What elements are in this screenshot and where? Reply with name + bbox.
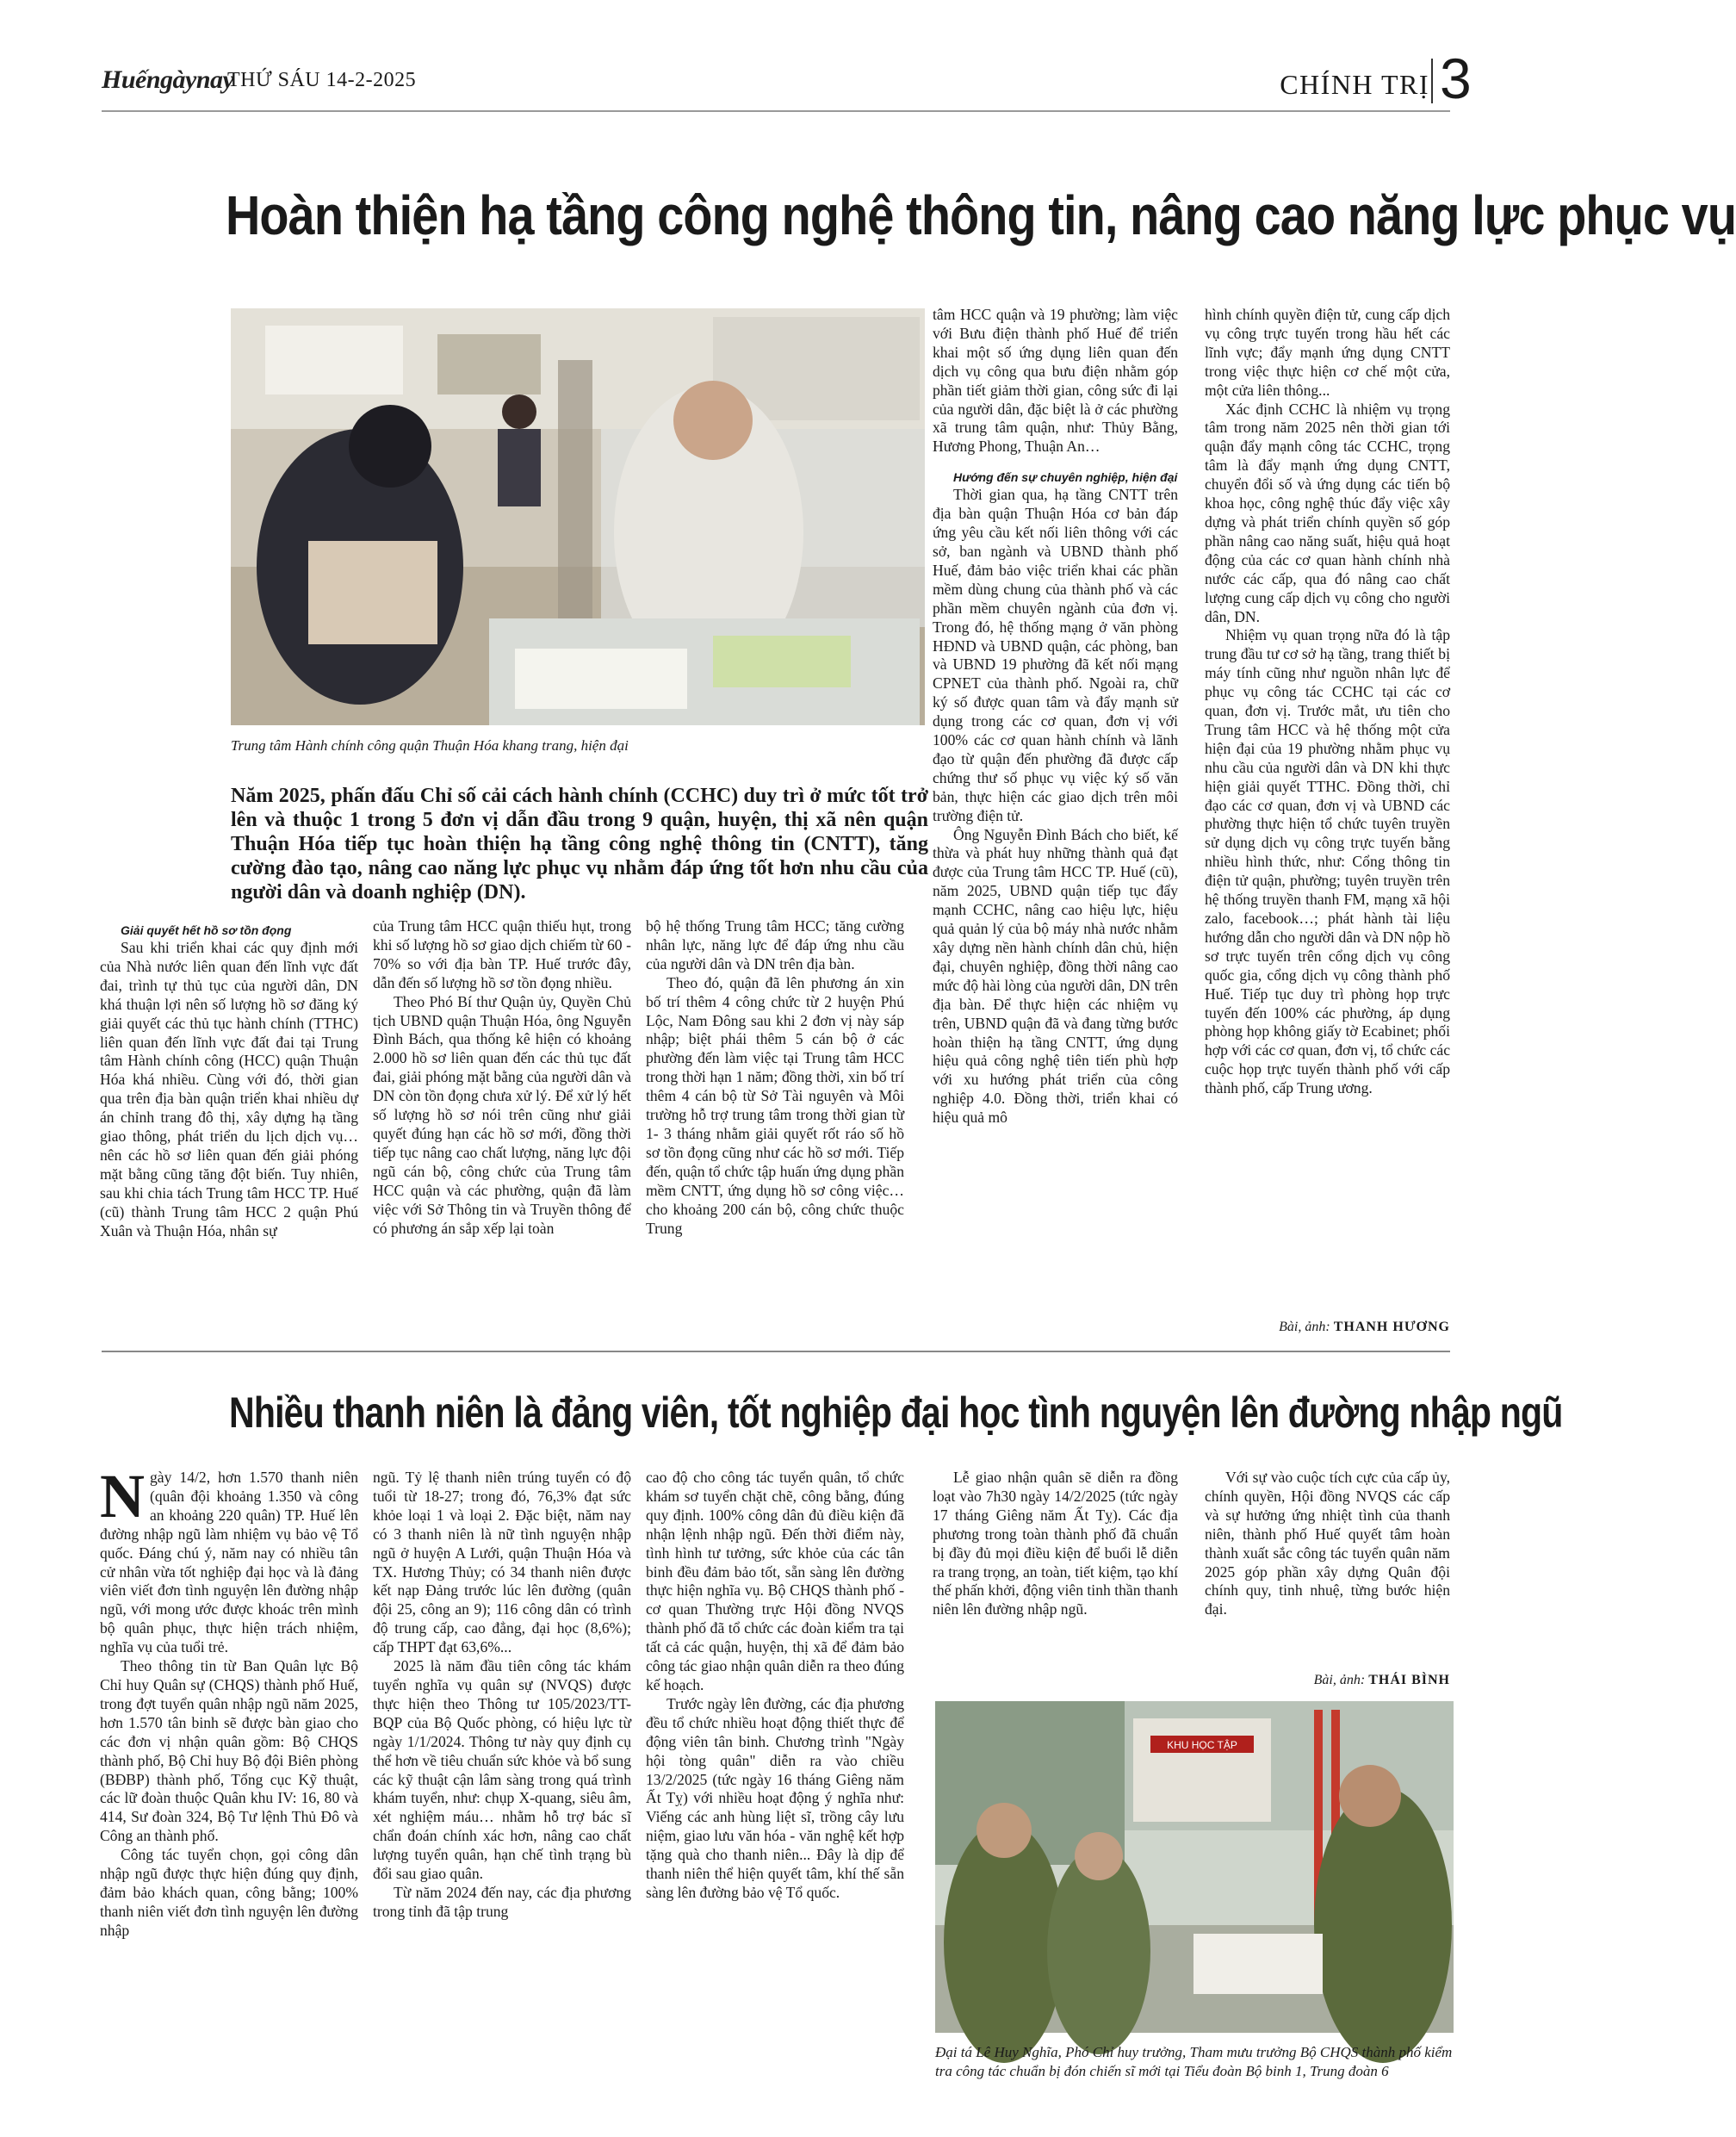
article1-column-1 — [100, 922, 358, 1241]
paragraph: cao độ cho công tác tuyển quân, tổ chức khám sơ tuyển chặt chẽ, công bằng, đúng quy định. 100% công dân đủ điều kiện đã nhận lệnh nhập ngũ. Đến thời điểm này, tình hình tư tưởng, sức khỏe của các tân binh đều đảm bảo tốt, sẵn sàng lên đường thực hiện nghĩa vụ. Bộ CHQS thành phố - cơ quan Thường trực Hội đồng NVQS thành phố đã tổ chức các đoàn kiểm tra tại tất cả các quận, huyện, thị xã để đảm bảo công tác giao nhận quân diễn ra theo đúng kế hoạch. — [646, 1469, 904, 1693]
paragraph: ngũ. Tỷ lệ thanh niên trúng tuyển có độ tuổi từ 18-27; trong đó, 76,3% đạt sức khỏe loại 1 và loại 2. Đặc biệt, năm nay có 3 thanh niên là nữ tình nguyện nhập ngũ ở huyện A Lưới, quận Thuận Hóa và TX. Hương Thủy; có 34 thanh niên được kết nạp Đảng trước lúc lên đường (quân đội 25, công an 9); 116 công dân có trình độ trung cấp, cao đẳng, đại học (8,6%); cấp THPT đạt 63,6%... — [373, 1469, 631, 1656]
photo-sign-text: KHU HỌC TẬP — [1167, 1739, 1237, 1751]
article1-byline — [1206, 1320, 1450, 1335]
article1-photo — [231, 308, 925, 725]
page-number: 3 — [1440, 47, 1472, 110]
article2-column-5 — [1205, 1469, 1450, 1619]
newspaper-logo: Huếngàynay — [102, 65, 234, 94]
byline-prefix: Bài, ảnh: — [1313, 1673, 1366, 1687]
article-separator-rule — [102, 1351, 1450, 1352]
paragraph: Sau khi triển khai các quy định mới của Nhà nước liên quan đến lĩnh vực đất đai, trình tự thủ tục của người dân, DN khá thuận lợi nên số lượng hồ sơ đăng ký giải quyết các thủ tục hành chính (TTHC) liên quan đến lĩnh vực đất đai tại Trung tâm Hành chính công (HCC) quận Thuận Hóa khá nhiều. Cùng với đó, thời gian qua trên địa bàn quận triển khai nhiều dự án chỉnh trang đô thị, xây dựng hạ tầng giao thông, phát triển du lịch dịch vụ… nên các hồ sơ liên quan đến giải phóng mặt bằng cũng tăng đột biến. Tuy nhiên, sau khi chia tách Trung tâm HCC TP. Huế (cũ) thành Trung tâm HCC 2 quận Phú Xuân và Thuận Hóa, nhân sự — [100, 939, 358, 1239]
paragraph: của Trung tâm HCC quận thiếu hụt, trong khi số lượng hồ sơ giao dịch chiếm từ 60 - 70% so với địa bàn TP. Huế trước đây, dẫn đến số lượng hồ sơ tồn đọng nhiều. — [373, 917, 631, 991]
article2-column-2 — [373, 1469, 631, 1922]
issue-date: THỨ SÁU 14-2-2025 — [227, 69, 417, 91]
byline-author: THANH HƯƠNG — [1333, 1320, 1450, 1334]
paragraph-text: gày 14/2, hơn 1.570 thanh niên (quân đội khoảng 1.350 và công an khoảng 220 quân) TP. Huế lên đường nhập ngũ làm nhiệm vụ bảo vệ Tổ quốc. Đáng chú ý, năm nay có nhiều tân cử nhân vừa tốt nghiệp đại học và là đảng viên viết đơn tình nguyện lên đường nhập ngũ, với mong ước được khoác trên mình bộ quân phục, thực hiện trách nhiệm, nghĩa vụ của tuổi trẻ. — [100, 1469, 358, 1656]
paragraph: Theo đó, quận đã lên phương án xin bố trí thêm 4 công chức từ 2 huyện Phú Lộc, Nam Đông sau khi 2 đơn vị này sáp nhập; biệt phái thêm 5 cán bộ ở các phường đến làm việc tại Trung tâm HCC trong thời hạn 1 năm; đồng thời, xin bố trí thêm 4 cán bộ từ Sở Tài nguyên và Môi trường hỗ trợ trung tâm trong thời gian từ 1- 3 tháng nhằm giải quyết rốt ráo số hồ sơ tồn đọng cũng như các hồ sơ mới. Tiếp đến, quận tổ chức tập huấn ứng dụng phần mềm CNTT, ứng dụng hồ sơ công việc… cho khoảng 200 cán bộ, công chức thuộc Trung — [646, 973, 904, 1237]
page-number-divider — [1431, 59, 1433, 103]
article1-column-5 — [1205, 306, 1450, 1098]
article1-lead: Năm 2025, phấn đấu Chỉ số cải cách hành chính (CCHC) duy trì ở mức tốt trở lên và thuộc 1 trong 5 đơn vị dẫn đầu trong 9 quận, huyện, thị xã nên quận Thuận Hóa tiếp tục hoàn thiện hạ tầng công nghệ thông tin (CNTT), tăng cường đào tạo, nâng cao năng lực phục vụ nhằm đáp ứng tốt hơn nhu cầu của người dân và doanh nghiệp (DN). — [231, 785, 928, 904]
article1-headline: Hoàn thiện hạ tầng công nghệ thông tin, nâng cao năng lực phục vụ — [226, 184, 1736, 246]
article2-column-1 — [100, 1462, 358, 1941]
paragraph: Theo thông tin từ Ban Quân lực Bộ Chỉ huy Quân sự (CHQS) thành phố Huế, trong đợt tuyển quân nhập ngũ năm 2025, hơn 1.570 tân binh sẽ được bàn giao cho các đơn vị nhận quân gồm: Bộ CHQS thành phố, Bộ Chỉ huy Bộ đội Biên phòng (BĐBP) thành phố, Tổng cục Kỹ thuật, các lữ đoàn thuộc Quân khu IV: 16, 80 và 414, Sư đoàn 324, Bộ Tư lệnh Thủ Đô và Công an thành phố. — [100, 1657, 358, 1845]
article2-photo — [935, 1701, 1454, 2033]
paragraph: Thời gian qua, hạ tầng CNTT trên địa bàn quận Thuận Hóa cơ bản đáp ứng yêu cầu kết nối liên thông với các sở, ban ngành và UBND thành phố Huế, đảm bảo việc triển khai các phần mềm dùng chung của thành phố và các phần mềm chuyên ngành của đơn vị. Trong đó, hệ thống mạng ở văn phòng HĐND và UBND quận, các phòng, ban và UBND 19 phường đã kết nối mạng CPNET của thành phố. Ngoài ra, chữ ký số được quan tâm và đẩy mạnh sử dụng trong các cơ quan, đơn vị với 100% các cơ quan hành chính và lãnh đạo từ quận đến phường đã được cấp chứng thư số phục vụ việc ký số văn bản, thực hiện các giao dịch trên môi trường điện tử. — [933, 486, 1178, 824]
article1-column-4 — [933, 306, 1178, 1128]
paragraph: Từ năm 2024 đến nay, các địa phương trong tỉnh đã tập trung — [373, 1883, 631, 1920]
paragraph: Ông Nguyễn Đình Bách cho biết, kế thừa và phát huy những thành quả đạt được của Trung tâm HCC TP. Huế (cũ), năm 2025, UBND quận tiếp tục đẩy mạnh CCHC, nâng cao hiệu lực, hiệu quả quản lý của bộ máy nhà nước nhằm xây dựng nền hành chính dân chủ, hiện đại, chuyên nghiệp, đồng thời nâng cao mức độ hài lòng của người dân, DN trên địa bàn. Để thực hiện các nhiệm vụ trên, UBND quận đã và đang từng bước hoàn thiện hạ tầng CNTT, ứng dụng hiệu quả công nghệ tiên tiến phù hợp với xu hướng phát triển của công nghiệp 4.0. Đồng thời, triển khai có hiệu quả mô — [933, 825, 1178, 1127]
office-counter-illustration — [231, 308, 925, 725]
military-inspection-illustration — [935, 1701, 1454, 2033]
article1-photo-caption: Trung tâm Hành chính công quận Thuận Hóa khang trang, hiện đại — [231, 737, 629, 754]
paragraph: Trước ngày lên đường, các địa phương đều tổ chức nhiều hoạt động thiết thực để động viên tân binh. Chương trình "Ngày hội tòng quân" diễn ra vào chiều 13/2/2025 (tức ngày 16 tháng Giêng năm Ất Tỵ) với nhiều hoạt động ý nghĩa như: Viếng các anh hùng liệt sĩ, trồng cây lưu niệm, giao lưu văn hóa - văn nghệ kết hợp tặng quà cho thanh niên... Đây là dịp để thanh niên thể hiện quyết tâm, khí thế sẵn sàng lên đường bảo vệ Tổ quốc. — [646, 1694, 904, 1901]
byline-prefix: Bài, ảnh: — [1279, 1320, 1330, 1334]
paragraph: Công tác tuyển chọn, gọi công dân nhập ngũ được thực hiện đúng quy định, đảm bảo khách quan, công bằng; 100% thanh niên viết đơn tình nguyện lên đường nhập — [100, 1846, 358, 1939]
section-name: CHÍNH TRỊ — [1280, 69, 1429, 100]
paragraph: Xác định CCHC là nhiệm vụ trọng tâm trong năm 2025 nên thời gian tới quận đẩy mạnh công tác CCHC, trọng tâm là đẩy mạnh ứng dụng CNTT, chuyển đổi số và ứng dụng các tiến bộ khoa học, công nghệ thúc đẩy việc xây dựng và phát triển chính quyền số góp phần nâng cao năng suất, hiệu quả hoạt động của các cơ quan hành chính nhà nước các cấp, qua đó nâng cao chất lượng cung cấp dịch vụ công cho người dân, DN. — [1205, 400, 1450, 625]
paragraph: Với sự vào cuộc tích cực của cấp ủy, chính quyền, Hội đồng NVQS các cấp và sự hưởng ứng nhiệt tình của thanh niên, thành phố Huế quyết tâm hoàn thành xuất sắc công tác tuyển quân năm 2025 góp phần xây dựng Quân đội chính quy, tinh nhuệ, từng bước hiện đại. — [1205, 1469, 1450, 1618]
article2-byline — [1206, 1673, 1450, 1688]
article1-subhead-2: Hướng đến sự chuyên nghiệp, hiện đại — [953, 470, 1178, 485]
article2-headline: Nhiều thanh niên là đảng viên, tốt nghiệp đại học tình nguyện lên đường nhập ngũ — [229, 1388, 1563, 1437]
article2-column-3 — [646, 1469, 904, 1903]
drop-cap: N — [100, 1462, 145, 1531]
article1-column-2 — [373, 917, 631, 1238]
paragraph: bộ hệ thống Trung tâm HCC; tăng cường nhân lực, năng lực để đáp ứng nhu cầu của người dân và DN trên địa bàn. — [646, 917, 904, 972]
paragraph: 2025 là năm đầu tiên công tác khám tuyển nghĩa vụ quân sự (NVQS) được thực hiện theo Thông tư 105/2023/TT-BQP của Bộ Quốc phòng, có hiệu lực từ ngày 1/1/2024. Thông tư này quy định cụ thể hơn về tiêu chuẩn sức khỏe và bổ sung các kỹ thuật cận lâm sàng trong quá trình khám tuyển, như: chụp X-quang, siêu âm, xét nghiệm máu… nhằm hỗ trợ bác sĩ chẩn đoán chính xác hơn, nâng cao chất lượng tuyển quân, hạn chế tình trạng bù đổi sau giao quân. — [373, 1657, 631, 1883]
article1-subhead-1: Giải quyết hết hồ sơ tồn đọng — [121, 923, 292, 937]
article1-column-3 — [646, 917, 904, 1238]
paragraph: hình chính quyền điện tử, cung cấp dịch vụ công trực tuyến trong hầu hết các lĩnh vực; đẩy mạnh ứng dụng CNTT trong việc thực hiện cơ chế một cửa, một cửa liên thông... — [1205, 306, 1450, 399]
paragraph: Theo Phó Bí thư Quận ủy, Quyền Chủ tịch UBND quận Thuận Hóa, ông Nguyễn Đình Bách, qua thống kê hiện có khoảng 2.000 hồ sơ liên quan đến các thủ tục đất đai, giải phóng mặt bằng của người dân và DN còn tồn đọng chưa xử lý. Để xử lý hết số lượng hồ sơ nói trên cũng như giải quyết đúng hạn các hồ sơ mới, đồng thời tiếp tục nâng cao chất lượng, năng lực đội ngũ cán bộ, công chức của Trung tâm HCC quận và các phường, quận đã làm việc với Sở Thông tin và Truyền thông để có phương án sắp xếp lại toàn — [373, 992, 631, 1237]
article2-photo-caption: Đại tá Lê Huy Nghĩa, Phó Chỉ huy trưởng, Tham mưu trưởng Bộ CHQS thành phố kiểm tra công tác chuẩn bị đón chiến sĩ mới tại Tiểu đoàn Bộ binh 1, Trung đoàn 6 — [935, 2044, 1453, 2079]
masthead-rule — [102, 110, 1450, 112]
article2-column-4 — [933, 1469, 1178, 1619]
paragraph: tâm HCC quận và 19 phường; làm việc với Bưu điện thành phố Huế để triển khai một số ứng dụng liên quan đến dịch vụ công qua bưu điện nhằm góp phần tiết giảm thời gian, công sức đi lại của người dân, đặc biệt là ở các phường xã trung tâm quận, như: Thủy Bằng, Hương Phong, Thuận An… — [933, 306, 1178, 456]
paragraph: Lễ giao nhận quân sẽ diễn ra đồng loạt vào 7h30 ngày 14/2/2025 (tức ngày 17 tháng Giêng năm Ất Tỵ). Các địa phương trong toàn thành phố đã chuẩn bị đầy đủ mọi điều kiện để buổi lễ diễn ra trang trọng, an toàn, tiết kiệm, tạo khí thế phấn khởi, động viên tinh thần thanh niên lên đường nhập ngũ. — [933, 1469, 1178, 1618]
paragraph — [100, 1462, 358, 1657]
byline-author: THÁI BÌNH — [1368, 1673, 1450, 1687]
paragraph: Nhiệm vụ quan trọng nữa đó là tập trung đầu tư cơ sở hạ tầng, trang thiết bị máy tính cũng như nguồn nhân lực để phục vụ công tác CCHC tại các cơ quan, đơn vị. Trước mắt, ưu tiên cho Trung tâm HCC và hệ thống một cửa hiện đại của 19 phường nhằm phục vụ nhu cầu của người dân và DN khi thực hiện giải quyết TTHC. Đồng thời, chỉ đạo các cơ quan, đơn vị và UBND các phường thực hiện tổ chức tuyên truyền sử dụng dịch vụ công trực tuyến bằng nhiều hình thức, như: Cổng thông tin điện tử quận, phường; tuyên truyền trên hệ thống truyền thanh FM, mạng xã hội zalo, facebook…; phát hành tài liệu hướng dẫn cho người dân và DN nộp hồ sơ trực tuyến trên cổng dịch vụ công quốc gia, cổng dịch vụ công thành phố Huế. Tiếp tục duy trì phòng họp trực tuyến đến 100% các phường, áp dụng phòng họp không giấy tờ Ecabinet; phối hợp với các cơ quan, đơn vị, tổ chức các cuộc họp trực tuyến thành phố với cấp thành phố, cấp Trung ương. — [1205, 626, 1450, 1097]
